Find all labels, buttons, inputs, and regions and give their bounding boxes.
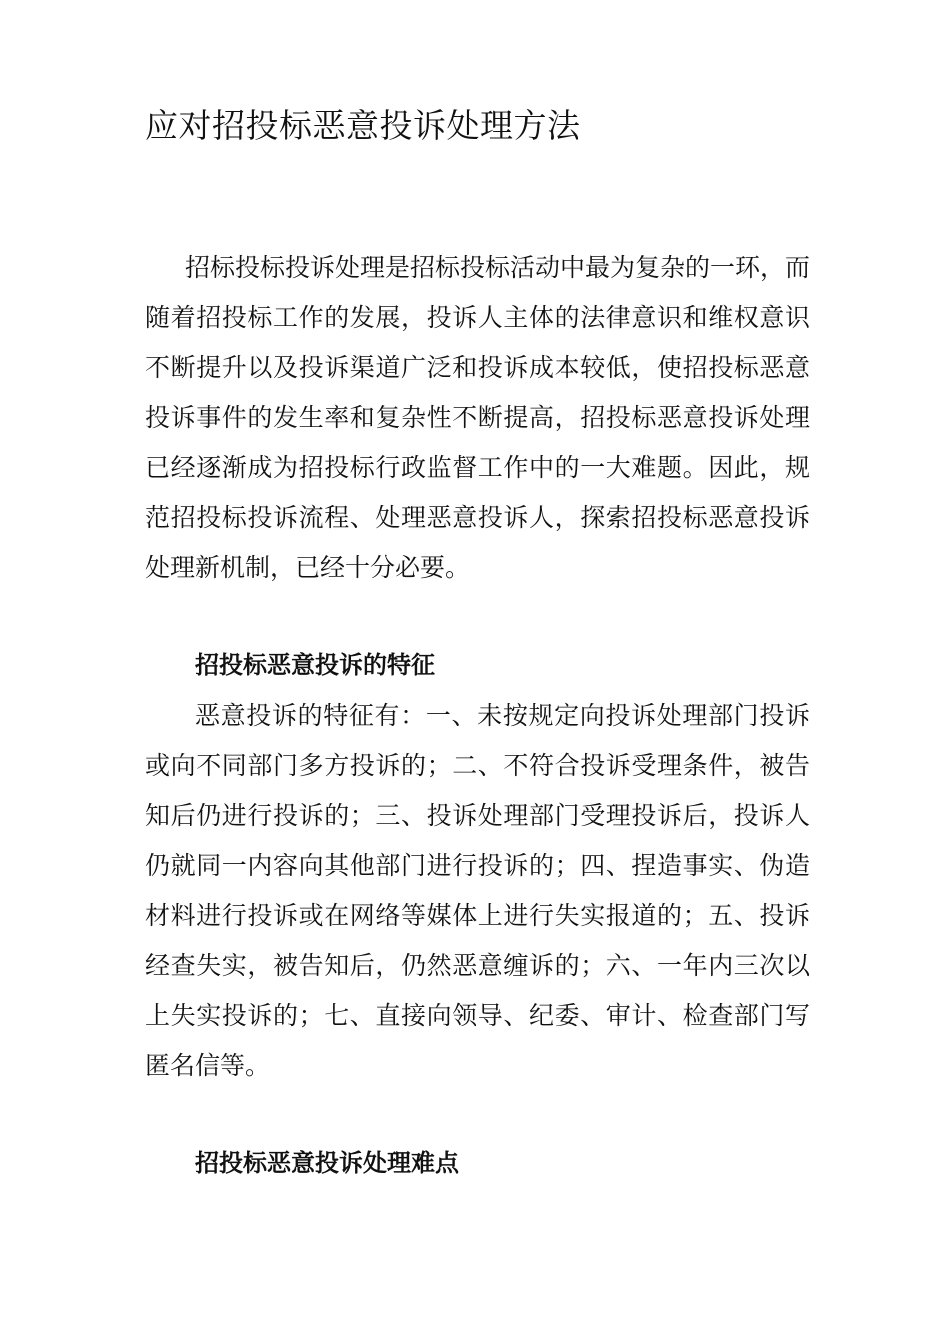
intro-paragraph: 招标投标投诉处理是招标投标活动中最为复杂的一环，而随着招投标工作的发展，投诉人主体的法律意识和维权意识不断提升以及投诉渠道广泛和投诉成本较低，使招投标恶意投诉事件的发生率和复杂性不断提高，招投标恶意投诉处理已经逐渐成为招投标行政监督工作中的一大难题。因此，规范招投标投诉流程、处理恶意投诉人，探索招投标恶意投诉处理新机制，已经十分必要。	[145, 253, 811, 582]
document-title: 应对招投标恶意投诉处理方法	[145, 106, 581, 145]
features-paragraph: 恶意投诉的特征有：一、未按规定向投诉处理部门投诉或向不同部门多方投诉的；二、不符合投诉受理条件，被告知后仍进行投诉的；三、投诉处理部门受理投诉后，投诉人仍就同一内容向其他部门进行投诉的；四、捏造事实、伪造材料进行投诉或在网络等媒体上进行失实报道的；五、投诉经查失实，被告知后，仍然恶意缠诉的；六、一年内三次以上失实投诉的；七、直接向领导、纪委、审计、检查部门写匿名信等。	[145, 701, 810, 1080]
section-heading-difficulties: 招投标恶意投诉处理难点	[195, 1149, 459, 1177]
section-heading-features: 招投标恶意投诉的特征	[195, 651, 435, 679]
